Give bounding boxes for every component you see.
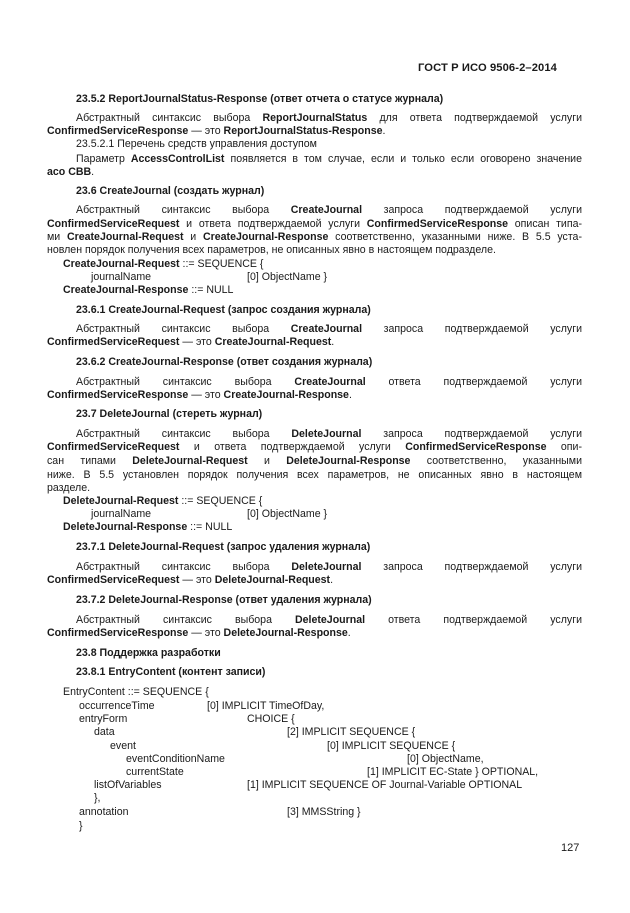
text-line: Абстрактный синтаксис выбора CreateJournal ответа подтверждаемой услуги — [76, 376, 582, 388]
text-line: currentState — [126, 766, 184, 778]
text-line: data — [94, 726, 115, 738]
text-line: CHOICE { — [247, 713, 295, 725]
text-line: [1] IMPLICIT SEQUENCE OF Journal-Variable OPTIONAL — [247, 779, 523, 791]
text-line: ConfirmedServiceResponse — это DeleteJournal-Response. — [47, 627, 351, 639]
text-line: [0] IMPLICIT SEQUENCE { — [327, 740, 456, 752]
section-heading: 23.6.2 CreateJournal-Response (ответ создания журнала) — [76, 356, 373, 368]
text-line: ConfirmedServiceResponse — это ReportJournalStatus-Response. — [47, 125, 386, 137]
text-line: journalName — [91, 271, 152, 283]
text-line: DeleteJournal-Response ::= NULL — [63, 521, 233, 533]
text-line: aco CBB. — [47, 166, 95, 178]
text-line: annotation — [79, 806, 129, 818]
section-heading: 23.6 CreateJournal (создать журнал) — [76, 185, 265, 197]
section-heading: 23.5.2 ReportJournalStatus-Response (ответ отчета о статусе журнала) — [76, 93, 444, 105]
text-line: [0] IMPLICIT TimeOfDay, — [207, 700, 325, 712]
text-line: [0] ObjectName } — [247, 508, 328, 520]
text-line: [1] IMPLICIT EC-State } OPTIONAL, — [367, 766, 539, 778]
text-line: [0] ObjectName, — [407, 753, 484, 765]
text-line: occurrenceTime — [79, 700, 155, 712]
section-heading: 23.6.1 CreateJournal-Request (запрос создания журнала) — [76, 304, 371, 316]
text-line: } — [79, 820, 83, 832]
text-line: journalName — [91, 508, 152, 520]
text-line: 23.5.2.1 Перечень средств управления доступом — [76, 138, 317, 150]
section-heading: 23.7.1 DeleteJournal-Request (запрос удаления журнала) — [76, 541, 371, 553]
text-line: новлен порядок получения всех параметров, не описанных явно в настоящем подразделе. — [47, 244, 496, 256]
text-line: Абстрактный синтаксис выбора DeleteJournal запроса подтверждаемой услуги — [76, 428, 582, 440]
text-line: event — [110, 740, 136, 752]
text-line: ConfirmedServiceRequest и ответа подтверждаемой услуги ConfirmedServiceResponse опи- — [47, 441, 582, 453]
text-line: [2] IMPLICIT SEQUENCE { — [287, 726, 416, 738]
text-line: DeleteJournal-Request ::= SEQUENCE { — [63, 495, 263, 507]
text-line: Абстрактный синтаксис выбора DeleteJournal запроса подтверждаемой услуги — [76, 561, 582, 573]
text-line: [0] ObjectName } — [247, 271, 328, 283]
text-line: ниже. В 5.5 установлен порядок получения всех параметров, не описанных явно в настоящем — [47, 469, 582, 481]
text-line: entryForm — [79, 713, 128, 725]
text-line: ConfirmedServiceRequest — это DeleteJournal-Request. — [47, 574, 334, 586]
section-heading: 23.8.1 EntryContent (контент записи) — [76, 666, 266, 678]
text-line: ми CreateJournal-Request и CreateJournal-Response соответственно, указанными ниже. В 5.5 уста- — [47, 231, 582, 243]
section-heading: 23.7 DeleteJournal (стереть журнал) — [76, 408, 263, 420]
text-line: Абстрактный синтаксис выбора CreateJournal запроса подтверждаемой услуги — [76, 204, 582, 216]
section-heading: 23.8 Поддержка разработки — [76, 647, 221, 659]
text-line: listOfVariables — [94, 779, 162, 791]
page-number: 127 — [561, 842, 580, 854]
text-line: Абстрактный синтаксис выбора CreateJournal запроса подтверждаемой услуги — [76, 323, 582, 335]
text-line: ConfirmedServiceRequest — это CreateJournal-Request. — [47, 336, 335, 348]
text-line: [3] MMSString } — [287, 806, 361, 818]
standard-header: ГОСТ Р ИСО 9506-2–2014 — [418, 62, 558, 74]
section-heading: 23.7.2 DeleteJournal-Response (ответ удаления журнала) — [76, 594, 372, 606]
text-line: }, — [94, 792, 101, 804]
text-line: ConfirmedServiceResponse — это CreateJournal-Response. — [47, 389, 352, 401]
text-line: eventConditionName — [126, 753, 225, 765]
text-line: ConfirmedServiceRequest и ответа подтверждаемой услуги ConfirmedServiceResponse описан типа- — [47, 218, 582, 230]
text-line: CreateJournal-Response ::= NULL — [63, 284, 234, 296]
text-line: сан типами DeleteJournal-Request и DeleteJournal-Response соответственно, указанными — [47, 455, 582, 467]
text-line: CreateJournal-Request ::= SEQUENCE { — [63, 258, 264, 270]
text-line: Параметр AccessControlList появляется в том случае, если и только если оговорено значение — [76, 153, 582, 165]
text-line: EntryContent ::= SEQUENCE { — [63, 686, 209, 698]
text-line: Абстрактный синтаксис выбора ReportJournalStatus для ответа подтверждаемой услуги — [76, 112, 582, 124]
text-line: Абстрактный синтаксис выбора DeleteJournal ответа подтверждаемой услуги — [76, 614, 582, 626]
text-line: разделе. — [47, 482, 91, 494]
